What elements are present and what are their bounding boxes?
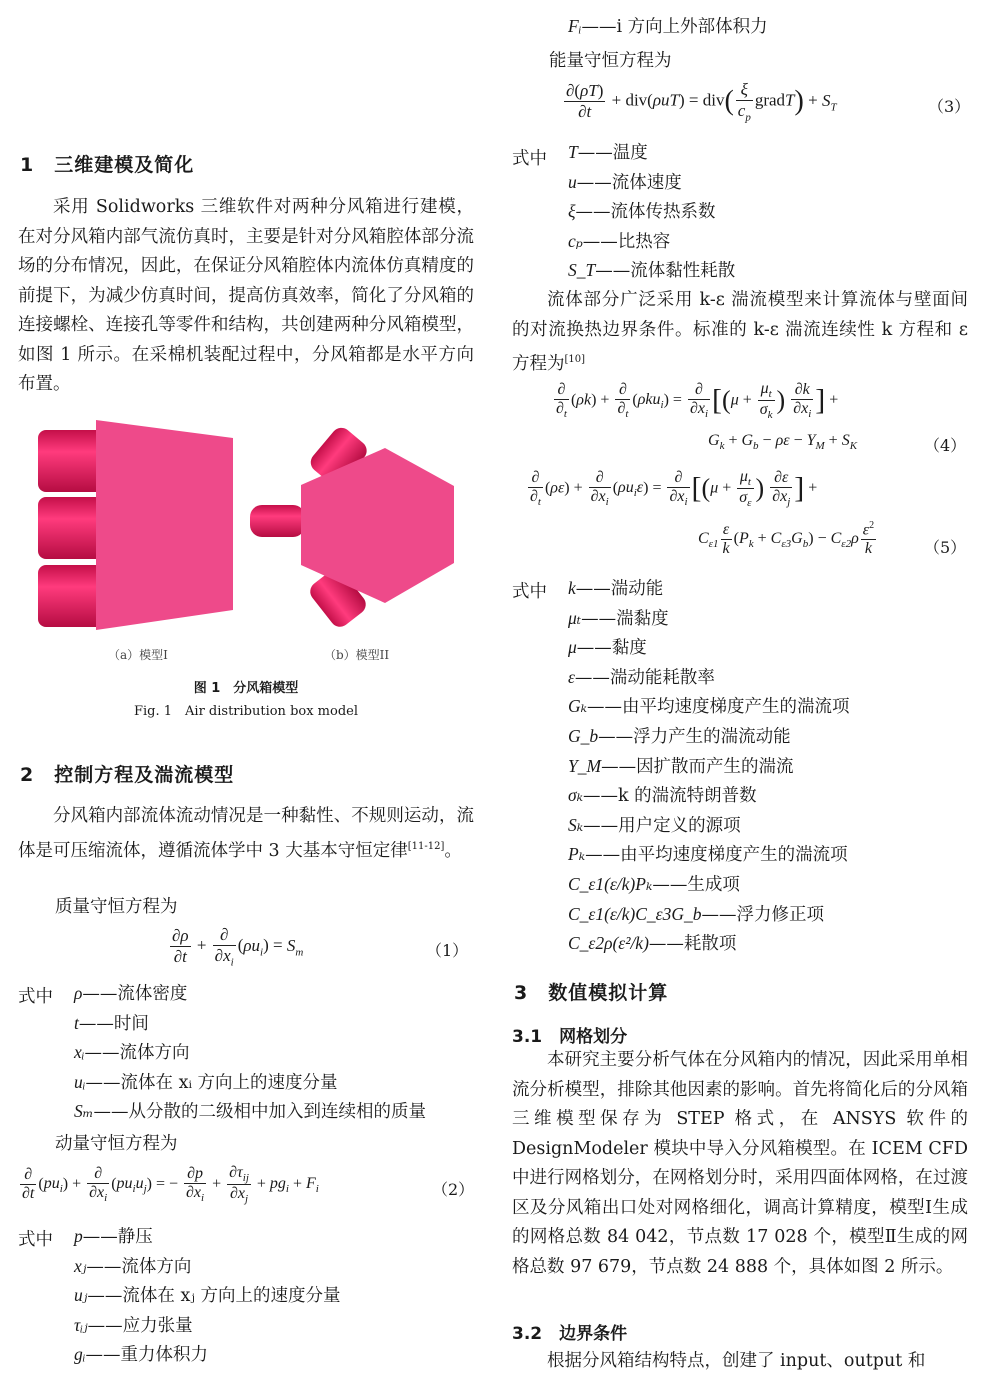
shizhong-label: 式中 bbox=[512, 149, 547, 169]
definition-item: C_ε1(ε/k)Pₖ——生成项 bbox=[568, 873, 740, 895]
equation-4-line-2: $G_k + G_b - \rho\varepsilon - Y_M + S_K$ bbox=[708, 432, 858, 453]
mass-label: 质量守恒方程为 bbox=[55, 897, 178, 917]
definition-item: t——时间 bbox=[74, 1012, 149, 1034]
section-3-1-heading: 3.1 网格划分 bbox=[512, 1027, 628, 1047]
section-3-2-heading: 3.2 边界条件 bbox=[512, 1324, 628, 1344]
turbulence-paragraph bbox=[512, 286, 968, 379]
model-2-drawing bbox=[250, 424, 454, 631]
definition-item: gᵢ——重力体积力 bbox=[74, 1344, 209, 1366]
model-1-drawing bbox=[38, 420, 233, 630]
definition-item: G_b——浮力产生的湍流动能 bbox=[568, 725, 791, 747]
definition-item: uⱼ——流体在 xⱼ 方向上的速度分量 bbox=[74, 1285, 341, 1307]
definition-item: xᵢ——流体方向 bbox=[74, 1042, 190, 1064]
equation-2: $\frac{\partial}{\partial t}$ $(pu_i)$ + $\frac{\partial}{\partial x_i}$ $(pu_iu_j)$ = − $\frac{\partial p}{\partial x_i}$ + $\frac{\partial\tau_{ij}}{\partial x_j}$ + $pg_i + F_i$ bbox=[22, 1164, 319, 1206]
definition-item: ρ——流体密度 bbox=[74, 983, 188, 1004]
equation-5-line-2: $C_{\varepsilon 1}$ $\frac{\varepsilon}{k}$ $(P_k + C_{\varepsilon 3}G_b) - C_{\varepsilon 2}\rho$ $\frac{\varepsilon^2}{k}$ bbox=[698, 520, 875, 558]
definition-item: Pₖ——由平均速度梯度产生的湍流项 bbox=[568, 844, 848, 866]
definition-item: Sₖ——用户定义的源项 bbox=[568, 814, 741, 836]
momentum-label: 动量守恒方程为 bbox=[55, 1134, 178, 1154]
definition-item: ε——湍动能耗散率 bbox=[568, 666, 715, 688]
definition-item: Sₘ——从分散的二级相中加入到连续相的质量 bbox=[74, 1101, 426, 1123]
definitions-3 bbox=[568, 138, 735, 286]
equation-4: $\frac{\partial}{\partial_t}$ (ρk) + $\frac{\partial}{\partial_t}$ (ρku$_i$) = $\frac{\partial}{\partial x_i}$ [(μ + $\frac{\mu_t}{\sigma_k}$ ) $\frac{\partial k}{\partial x_i}$ ] + bbox=[556, 380, 839, 422]
energy-label: 能量守恒方程为 bbox=[549, 51, 672, 71]
definition-item: Gₖ——由平均速度梯度产生的湍流项 bbox=[568, 696, 850, 718]
definition-item: τᵢⱼ——应力张量 bbox=[74, 1314, 193, 1336]
section-3-heading: 3 数值模拟计算 bbox=[514, 982, 669, 1004]
equation-5-number: （5） bbox=[924, 538, 967, 557]
figure-1-caption-en: Fig. 1 Air distribution box model bbox=[133, 704, 359, 719]
definitions-4 bbox=[568, 574, 850, 959]
definition-item: σₖ——k 的湍流特朗普数 bbox=[568, 785, 757, 807]
equation-1: $\frac{\partial\rho}{\partial t}$ + $\frac{\partial}{\partial x_i}$ $(\rho u_i) = S_m$ bbox=[172, 925, 304, 969]
definition-item: k——湍动能 bbox=[568, 578, 664, 599]
equation-1-number: （1） bbox=[426, 941, 469, 960]
section-2-text: 分风箱内部流体流动情况是一种黏性、不规则运动，流体是可压缩流体，遵循流体学中 3 大基本守恒定律 bbox=[18, 806, 474, 861]
model-2-pipe bbox=[250, 505, 305, 537]
definitions-2 bbox=[74, 1222, 341, 1370]
definition-item: S_T——流体黏性耗散 bbox=[568, 260, 736, 282]
section-2-heading: 2 控制方程及湍流模型 bbox=[20, 764, 235, 786]
definition-item: ξ——流体传热系数 bbox=[568, 201, 716, 223]
model-1-box bbox=[96, 420, 233, 630]
equation-4-number: （4） bbox=[924, 436, 967, 455]
equation-3: $\frac{\partial(\rho T)}{\partial t}$ + div(ρuT) = div( $\frac{\xi}{c_p}$ gradT) + $S_T$ bbox=[566, 80, 837, 124]
turbulence-text: 流体部分广泛采用 k-ε 湍流模型来计算流体与壁面间的对流换热边界条件。标准的 k-ε 湍流连续性 k 方程和 ε 方程为 bbox=[512, 290, 968, 374]
definition-item: μ——黏度 bbox=[568, 637, 647, 659]
section-2-end: 。 bbox=[444, 840, 462, 861]
shizhong-label: 式中 bbox=[18, 987, 53, 1007]
equation-5: $\frac{\partial}{\partial_t}$ (ρε) + $\frac{\partial}{\partial x_i}$ $(\rho u_i\varepsilon)$ = $\frac{\partial}{\partial x_i}$ [(μ + $\frac{\mu_t}{\sigma_\varepsilon}$ ) $\frac{\partial\varepsilon}{\partial x_j}$ ] + bbox=[530, 468, 818, 510]
definition-item: C_ε2ρ(ε²/k)——耗散项 bbox=[568, 933, 737, 955]
definition-item: uᵢ——流体在 xᵢ 方向上的速度分量 bbox=[74, 1071, 338, 1093]
definition-item: u——流体速度 bbox=[568, 171, 682, 193]
definition-item: T——温度 bbox=[568, 142, 648, 163]
figure-1b-label: （b）模型II bbox=[324, 648, 390, 662]
section-2-paragraph bbox=[18, 802, 474, 866]
definition-item: μₜ——湍黏度 bbox=[568, 607, 669, 629]
figure-1 bbox=[18, 410, 474, 640]
definition-item: cₚ——比热容 bbox=[568, 230, 671, 252]
section-3-2-paragraph: 根据分风箱结构特点，创建了 input、output 和 bbox=[547, 1351, 926, 1371]
definition-item: p——静压 bbox=[74, 1226, 153, 1247]
section-3-1-paragraph: 本研究主要分析气体在分风箱内的情况，因此采用单相流分析模型，排除其他因素的影响。首先将简化后的分风箱三维模型保存为 STEP 格式，在 ANSYS 软件的 DesignModeler 模块中导入分风箱模型。在 ICEM CFD 中进行网格划分，在网格划分时，采用四面体网格，在过渡区及分风箱出口处对网格细化，调高计算精度，模型Ⅰ生成的网格总数 84 042，节点数 17 028 个，模型Ⅱ生成的网格总数 97 679，节点数 24 888 个，具体如图 2 所示。 bbox=[512, 1050, 968, 1277]
figure-1a-label: （a）模型I bbox=[108, 648, 168, 662]
citation: [11-12] bbox=[407, 840, 445, 852]
equation-3-number: （3） bbox=[928, 97, 971, 116]
definition-item: Y_M——因扩散而产生的湍流 bbox=[568, 755, 794, 777]
section-1-heading: 1 三维建模及简化 bbox=[20, 154, 195, 176]
section-1-paragraph: 采用 Solidworks 三维软件对两种分风箱进行建模，在对分风箱内部气流仿真时，主要是针对分风箱腔体部分流场的分布情况，因此，在保证分风箱腔体内流体仿真精度的前提下，为减少仿真时间，提高仿真效率，简化了分风箱的连接螺栓、连接孔等零件和结构，共创建两种分风箱模型，如图 1 所示。在采棉机装配过程中，分风箱都是水平方向布置。 bbox=[18, 197, 474, 394]
figure-1-caption-cn: 图 1 分风箱模型 bbox=[193, 681, 299, 696]
equation-2-number: （2） bbox=[432, 1180, 475, 1199]
definition-item: xⱼ——流体方向 bbox=[74, 1255, 192, 1277]
citation: [10] bbox=[564, 354, 586, 365]
definitions-1 bbox=[74, 979, 426, 1127]
shizhong-label: 式中 bbox=[512, 582, 547, 602]
shizhong-label: 式中 bbox=[18, 1230, 53, 1250]
definition-item: C_ε1(ε/k)C_ε3G_b——浮力修正项 bbox=[568, 903, 824, 925]
fi-definition: Fᵢ——i 方向上外部体积力 bbox=[568, 16, 768, 37]
